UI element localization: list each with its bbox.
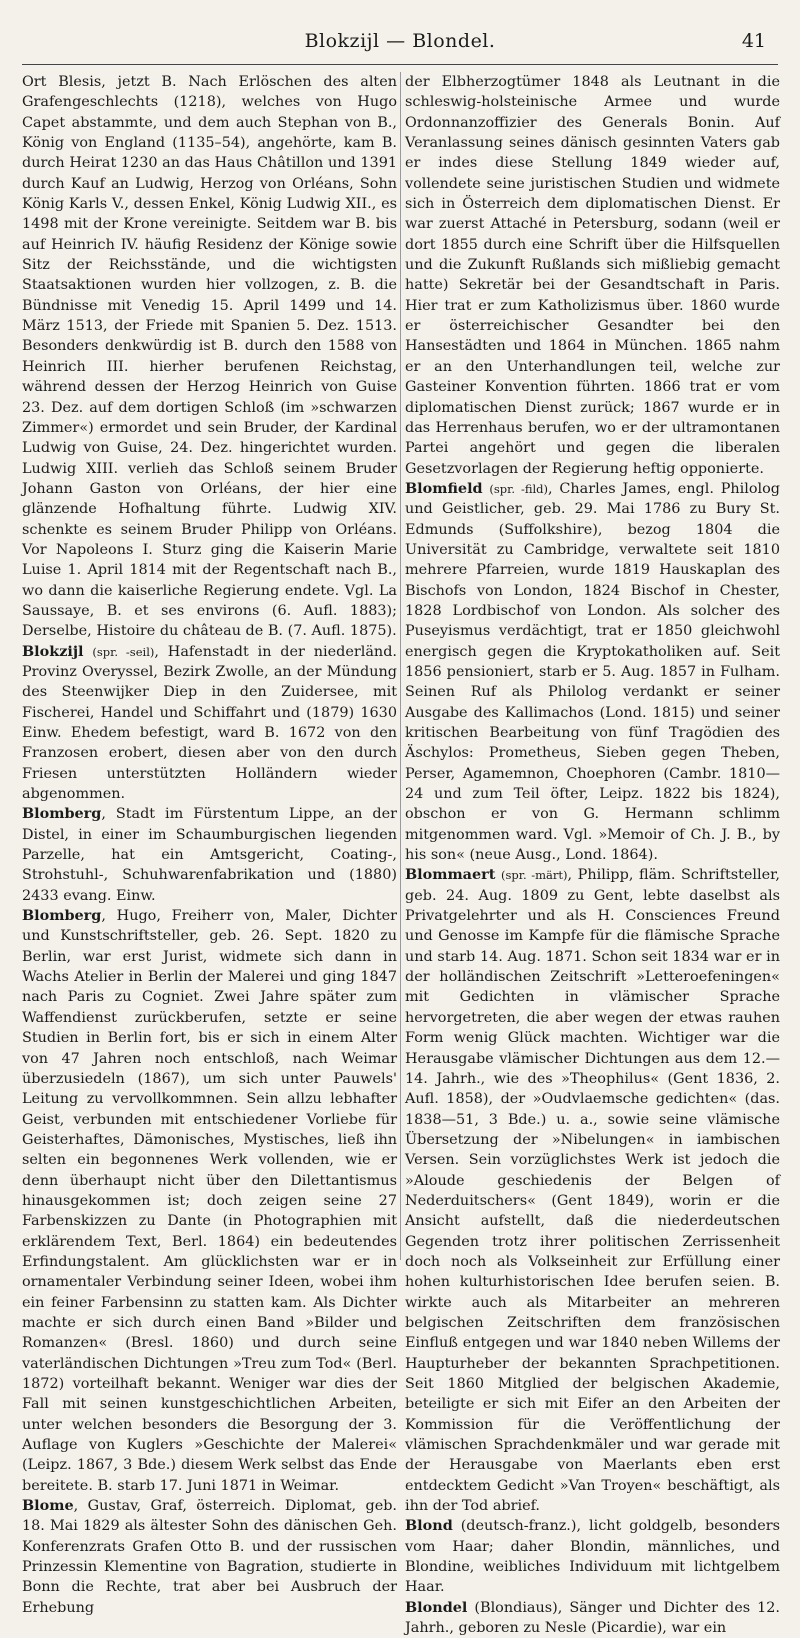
entry-continuation: der Elbherzogtümer 1848 als Leutnant in die schleswig-holsteinische Armee und wurde Ordonnanzoffizier des Generals Bonin. Auf Veranlassung seines dänisch gesinnten Vaters gab er indes diese Stellung 1849 wieder auf, vollendete seine juristischen Studien und widmete sich in Österreich dem diplomatischen Dienst. Er war zuerst Attaché in Petersburg, sodann (weil er dort 1855 durch eine Schrift über die Hilfsquellen und die Zukunft Rußlands sich mißliebig gemacht hatte) Sekretär bei der Gesandtschaft in Paris. Hier trat er zum Katholizismus über. 1860 wurde er österreichischer Gesandter bei den Hansestädten und 1864 in München. 1865 nahm er an den Unterhandlungen teil, welche zur Gasteiner Konvention führten. 1866 trat er vom diplomatischen Dienst zurück; 1867 wurde er in das Herrenhaus berufen, wo er der ultramontanen Partei angehört und gegen die liberalen Gesetzvorlagen der Regierung heftig opponierte. <box>405 74 780 477</box>
headword: Blommaert <box>405 866 496 884</box>
entry-continuation: Ort Blesis, jetzt B. Nach Erlöschen des alten Grafengeschlechts (1218), welches von Hugo Capet abstammte, und dem auch Stephan von B., König von England (1135–54), angehörte, kam B. durch Heirat 1230 an das Haus Châtillon und 1391 durch Kauf an Ludwig, Herzog von Orléans, Sohn König Karls V., dessen Enkel, König Ludwig XII., es 1498 mit der Krone vereinigte. Seitdem war B. bis auf Heinrich IV. häufig Residenz der Könige sowie Sitz der Reichsstände, und die wichtigsten Staatsaktionen wurden hier vollzogen, z. B. die Bündnisse mit Venedig 15. April 1499 und 14. März 1513, der Friede mit Spanien 5. Dez. 1513. Besonders denkwürdig ist B. durch den 1588 von Heinrich III. hierher berufenen Reichstag, während dessen der Herzog Heinrich von Guise 23. Dez. auf dem dortigen Schloß (im »schwarzen Zimmer«) ermordet und sein Bruder, der Kardinal Ludwig von Guise, 24. Dez. hingerichtet wurden. Ludwig XIII. verlieh das Schloß seinem Bruder Johann Gaston von Orléans, der hier eine glänzende Hofhaltung führte. Ludwig XIV. schenkte es seinem Bruder Philipp von Orléans. Vor Napoleons I. Sturz ging die Kaiserin Marie Luise 1. April 1814 mit der Regentschaft nach B., wo dann die kaiserliche Regierung endete. Vgl. La Saussaye, B. et ses environs (6. Aufl. 1883); Derselbe, Histoire du château de B. (7. Aufl. 1875). <box>22 74 397 640</box>
headword: Blome <box>22 1497 74 1515</box>
entry-text: , Hafenstadt in der niederländ. Provinz Overyssel, Bezirk Zwolle, an der Mündung des Steenwijker Diep in den Zuidersee, mit Fischerei, Handel und Schiffahrt und (1879) 1630 Einw. Ehedem befestigt, ward B. 1672 von den Franzosen erobert, diesen aber von den durch Friesen unterstützten Holländern wieder abgenommen. <box>22 643 397 803</box>
entry-text: , Stadt im Fürstentum Lippe, an der Distel, in einer im Schaumburgischen liegenden Parzelle, hat ein Amtsgericht, Coating-, Strohstuhl-, Schuhwarenfabrikation und (1880) 2433 evang. Einw. <box>22 806 397 904</box>
entry-blokzijl <box>22 642 397 805</box>
entry-text: , Charles James, engl. Philolog und Geistlicher, geb. 29. Mai 1786 zu Bury St. Edmunds (Suffolkshire), bezog 1804 die Universität zu Cambridge, verwaltete seit 1810 mehrere Pfarreien, wurde 1819 Hauskaplan des Bischofs von London, 1824 Bischof in Chester, 1828 Lordbischof von London. Als solcher des Puseyismus verdächtigt, trat er 1850 gleichwohl energisch gegen die Kryptokatholiken auf. Seit 1856 pensioniert, starb er 5. Aug. 1857 in Fulham. Seinen Ruf als Philolog verdankt er seiner Ausgabe des Kallimachos (Lond. 1815) und seiner kritischen Bearbeitung von fünf Tragödien des Äschylos: Prometheus, Sieben gegen Theben, Perser, Agamemnon, Choephoren (Cambr. 1810—24 und zum Teil öfter, Leipz. 1822 bis 1824), obschon er von G. Hermann schlimm mitgenommen ward. Vgl. »Memoir of Ch. J. B., by his son« (neue Ausg., Lond. 1864). <box>405 480 780 864</box>
headword: Blondel <box>405 1598 468 1616</box>
entry-text: , Philipp, fläm. Schriftsteller, geb. 24. Aug. 1809 zu Gent, lebte daselbst als Privatgelehrter und als H. Consciences Freund und Genosse im Kampfe für die flämische Sprache und starb 14. Aug. 1871. Schon seit 1834 war er in der holländischen Zeitschrift »Letteroefeningen« mit Gedichten in vlämischer Sprache hervorgetreten, die aber wegen der etwas rauhen Form wenig Glück machten. Wichtiger war die Herausgabe vlämischer Dichtungen aus dem 12.—14. Jahrh., wie des »Theophilus« (Gent 1836, 2. Aufl. 1858), der »Oudvlaemsche gedichten« (das. 1838—51, 3 Bde.) u. a., sowie seine vlämische Übersetzung der »Nibelungen« in iambischen Versen. Sein vorzüglichstes Werk ist jedoch die »Aloude geschiedenis der Belgen of Nederduitschers« (Gent 1849), worin er die Ansicht aufstellt, daß die niederdeutschen Gegenden trotz ihrer politischen Zerrissenheit doch noch als Volkseinheit zur Erfüllung einer hohen kulturhistorischen Idee berufen seien. B. wirkte auch als Mitarbeiter an mehreren belgischen Zeitschriften dem französischen Einfluß entgegen und war 1840 neben Willems der Haupturheber der bekannten Sprachpetitionen. Seit 1860 Mitglied der belgischen Akademie, beteiligte er sich mit Eifer an den Arbeiten der Kommission für die Veröffentlichung der vlämischen Sprachdenkmäler und war gerade mit der Herausgabe von Maerlants eben erst entdecktem Gedicht »Van Troyen« beschäftigt, als ihn der Tod abrief. <box>405 867 781 1515</box>
column-divider <box>400 72 401 1260</box>
headword: Blomberg <box>22 907 102 925</box>
pronunciation: (spr. -fild) <box>489 481 549 496</box>
entry-text: (Blondiaus), Sänger und Dichter des 12. Jahrh., geboren zu Nesle (Picardie), war ein <box>405 1599 780 1637</box>
entry-text: , Gustav, Graf, österreich. Diplomat, geb. 18. Mai 1829 als ältester Sohn des dänischen Geh. Konferenzrats Grafen Otto B. und der russischen Prinzessin Klementine von Bagration, studierte in Bonn die Rechte, trat aber bei Ausbruch der Erhebung <box>22 1498 397 1616</box>
entry-blondel <box>405 1598 780 1638</box>
entry-text: , Hugo, Freiherr von, Maler, Dichter und Kunstschriftsteller, geb. 26. Sept. 1820 zu Berlin, war erst Jurist, widmete sich dann in Wachs Atelier in Berlin der Malerei und ging 1847 nach Paris zu Cogniet. Zwei Jahre später zum Waffendienst zurückberufen, setzte er seine Studien in Berlin fort, bis er sich in einem Alter von 47 Jahren noch entschloß, nach Weimar überzusiedeln (1867), um sich unter Pauwels' Leitung zu vervollkommnen. Sein allzu lebhafter Geist, verbunden mit entschiedener Vorliebe für Geisterhaftes, Dämonisches, Mystisches, ließ ihn selten ein begonnenes Werk vollenden, wie er denn überhaupt nicht über den Dilettantismus hinausgekommen ist; doch zeigen seine 27 Farbenskizzen zu Dante (in Photographien mit erklärendem Text, Berl. 1864) ein bedeutendes Erfindungstalent. Am glücklichsten war er in ornamentaler Verbindung seiner Ideen, wobei ihm ein feiner Farbensinn zu statten kam. Als Dichter machte er sich durch einen Band »Bilder und Romanzen« (Bresl. 1860) und durch seine vaterländischen Dichtungen »Treu zum Tod« (Berl. 1872) vorteilhaft bekannt. Weniger war dies der Fall mit seinen kunstgeschichtlichen Arbeiten, unter welchen besonders die Besorgung der 3. Auflage von Kuglers »Geschichte der Malerei« (Leipz. 1867, 3 Bde.) diesem Werk selbst das Ende bereitete. B. starb 17. Juni 1871 in Weimar. <box>22 908 397 1494</box>
headword: Blokzijl <box>22 642 84 660</box>
entry-blomberg-stadt <box>22 804 397 906</box>
pronunciation: (spr. -märt) <box>500 868 568 883</box>
entry-text: (deutsch-franz.), licht goldgelb, besonders vom Haar; daher Blondin, männliches, und Blondine, weibliches Individuum mit lichtgelbem Haar. <box>405 1518 780 1596</box>
header-rule <box>22 64 778 65</box>
page-number: 41 <box>741 30 766 52</box>
headword: Blomberg <box>22 805 102 823</box>
right-column <box>405 72 781 1637</box>
entry-blommaert <box>405 865 780 1516</box>
headword: Blond <box>405 1517 453 1535</box>
entry-blond <box>405 1516 780 1597</box>
entry-blomfield <box>405 479 780 866</box>
left-column <box>22 72 397 1616</box>
page-header <box>0 30 800 60</box>
entry-blome <box>22 1496 397 1618</box>
pronunciation: (spr. -seil) <box>92 644 155 659</box>
entry-blomberg-hugo <box>22 906 397 1496</box>
running-title: Blokzijl — Blondel. <box>304 30 496 52</box>
headword: Blomfield <box>405 479 483 497</box>
